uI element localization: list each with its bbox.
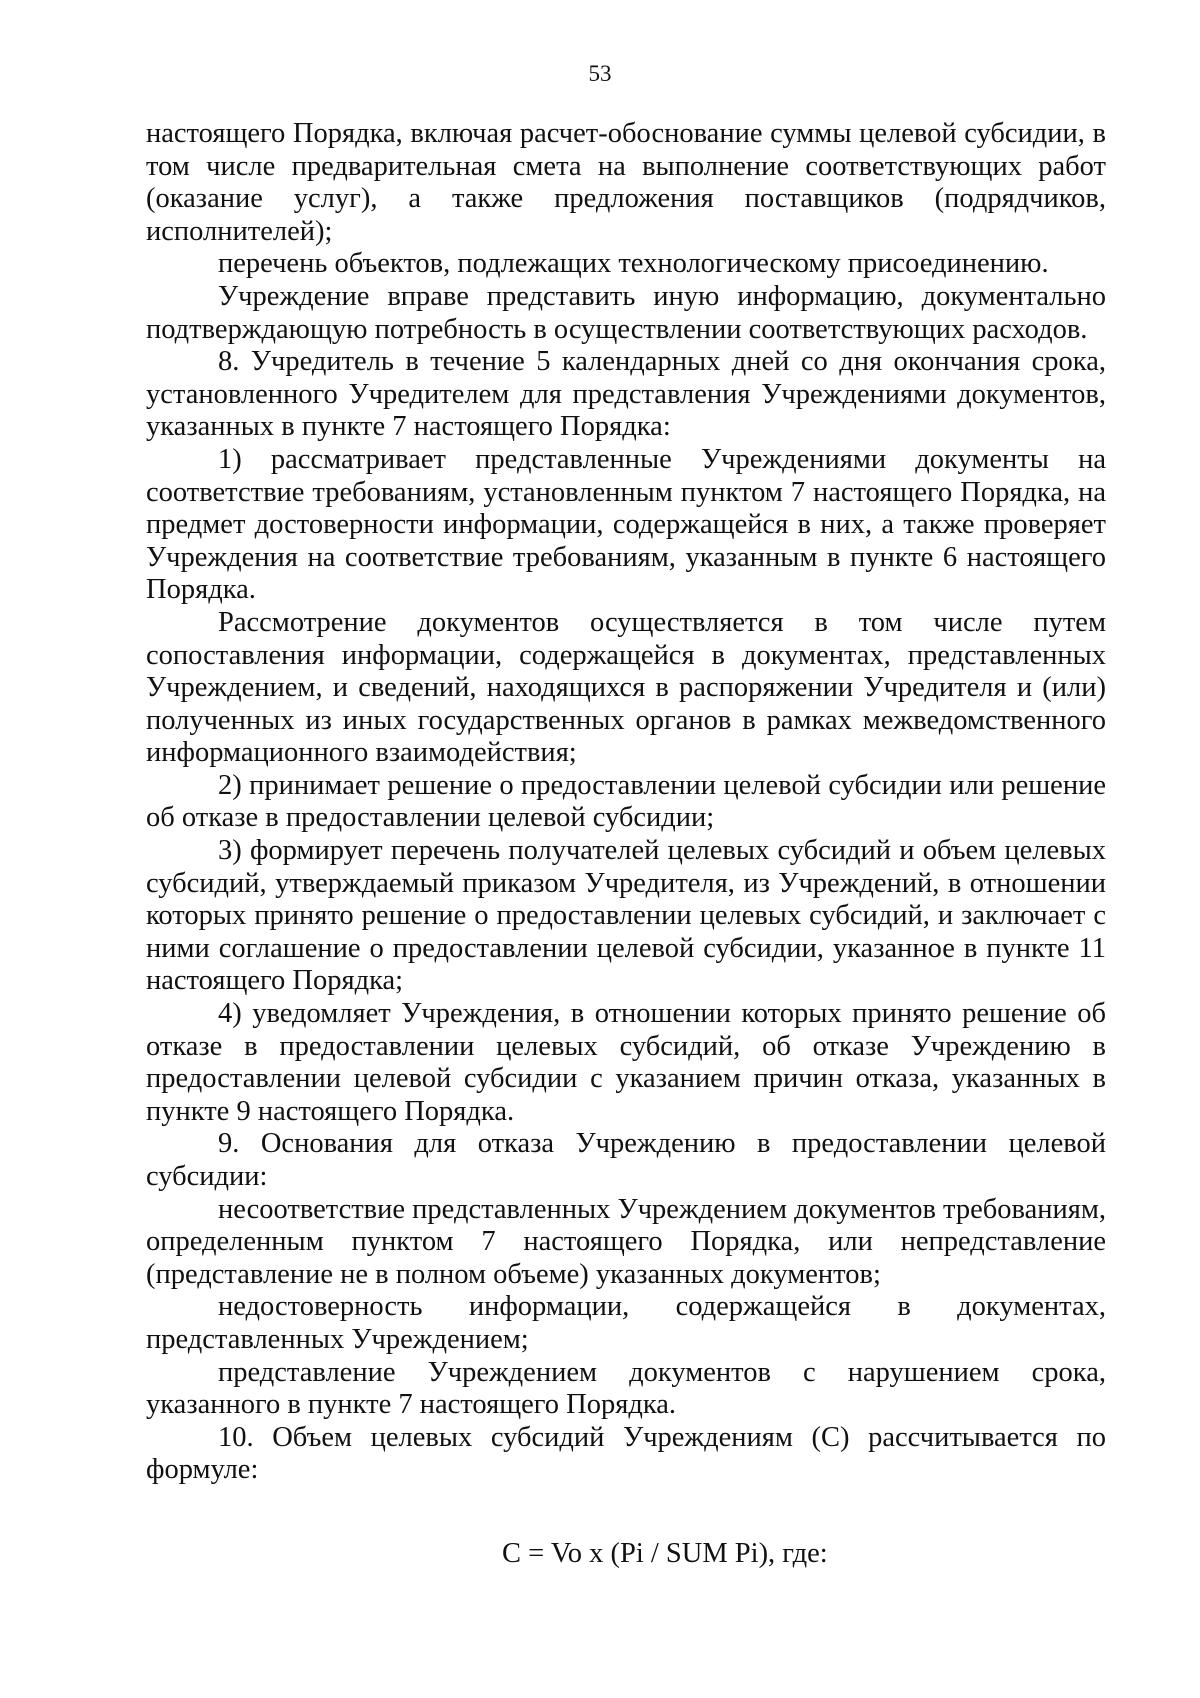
paragraph-continuation: настоящего Порядка, включая расчет-обоснование суммы целевой субсидии, в том числе предварительная смета на выполнение соответствующих работ (оказание услуг), а также предложения поставщиков (подрядчиков, исполнителей); <box>146 118 1106 247</box>
paragraph-clause-8-item-4: 4) уведомляет Учреждения, в отношении которых принято решение об отказе в предоставлении целевых субсидий, об отказе Учреждению в предоставлении целевой субсидии с указанием причин отказа, указанных в пункте 9 настоящего Порядка. <box>146 998 1106 1127</box>
paragraph-clause-8-item-2: 2) принимает решение о предоставлении целевой субсидии или решение об отказе в предоставлении целевой субсидии; <box>146 769 1106 834</box>
paragraph-refusal-reason-2: недостоверность информации, содержащейся в документах, представленных Учреждением; <box>146 1291 1106 1355</box>
paragraph-clause-8-item-3: 3) формирует перечень получателей целевых субсидий и объем целевых субсидий, утверждаемый приказом Учредителя, из Учреждений, в отношении которых принято решение о предоставлении целевых субсидий, и заключает с ними соглашение о предоставлении целевой субсидии, указанное в пункте 11 настоящего Порядка; <box>146 835 1106 997</box>
subsidy-formula: C = Vo x (Pi / SUM Pi), где: <box>502 1537 828 1569</box>
paragraph-objects-list: перечень объектов, подлежащих технологическому присоединению. <box>218 248 1049 280</box>
paragraph-clause-8: 8. Учредитель в течение 5 календарных дней со дня окончания срока, установленного Учредителем для представления Учреждениями документов, указанных в пункте 7 настоящего Порядка: <box>146 346 1106 443</box>
paragraph-clause-9: 9. Основания для отказа Учреждению в предоставлении целевой субсидии: <box>146 1128 1106 1192</box>
paragraph-clause-8-item-1: 1) рассматривает представленные Учреждениями документы на соответствие требованиям, установленным пунктом 7 настоящего Порядка, на предмет достоверности информации, содержащейся в них, а также проверяет Учреждения на соответствие требованиям, указанным в пункте 6 настоящего Порядка. <box>146 443 1106 606</box>
page-number: 53 <box>588 61 612 86</box>
document-body <box>146 118 1106 1571</box>
paragraph-refusal-reason-1: несоответствие представленных Учреждением документов требованиям, определенным пунктом 7 настоящего Порядка, или непредставление (представление не в полном объеме) указанных документов; <box>146 1193 1106 1290</box>
paragraph-refusal-reason-3: представление Учреждением документов с нарушением срока, указанного в пункте 7 настоящего Порядка. <box>146 1356 1106 1421</box>
paragraph-other-info: Учреждение вправе представить иную информацию, документально подтверждающую потребность в осуществлении соответствующих расходов. <box>146 280 1106 345</box>
paragraph-clause-10: 10. Объем целевых субсидий Учреждениям (C) рассчитывается по формуле: <box>146 1421 1106 1486</box>
paragraph-review-documents: Рассмотрение документов осуществляется в том числе путем сопоставления информации, содержащейся в документах, представленных Учреждением, и сведений, находящихся в распоряжении Учредителя и (или) полученных из иных государственных органов в рамках межведомственного информационного взаимодействия; <box>146 606 1106 769</box>
